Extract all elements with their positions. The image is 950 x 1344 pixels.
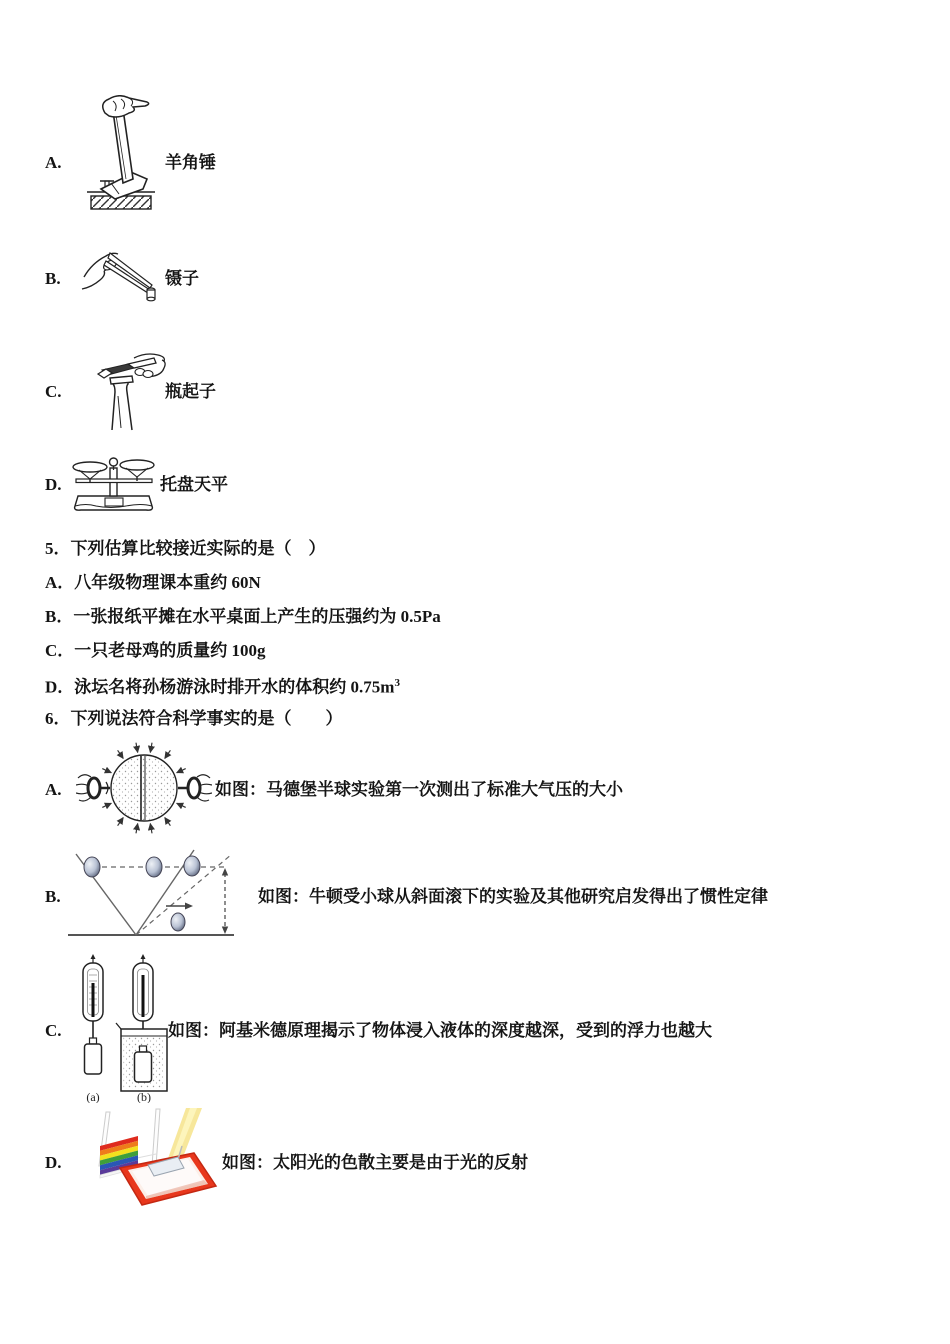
q4-option-c-text: 瓶起子 [165, 382, 216, 401]
q6-option-d-label: D. [45, 1153, 62, 1172]
q4-option-a-label: A. [45, 153, 62, 172]
q6-option-b-caption: 如图：牛顿受小球从斜面滚下的实验及其他研究启发得出了惯性定律 [258, 887, 768, 906]
q6-option-c-label: C. [45, 1021, 62, 1040]
q6-stem: 6．下列说法符合科学事实的是（ ） [45, 709, 343, 728]
q5-option-d-superscript: 3 [394, 677, 400, 689]
claw-hammer-figure [85, 95, 157, 215]
q5-option-b: B．一张报纸平摊在水平桌面上产生的压强约为 0.5Pa [45, 607, 441, 626]
q5-option-d-text: D．泳坛名将孙杨游泳时排开水的体积约 0.75m [45, 677, 395, 697]
q4-option-d-text: 托盘天平 [160, 475, 228, 494]
q4-option-b-label: B. [45, 269, 61, 288]
scale-b-label: (b) [137, 1090, 151, 1103]
q4-option-b-text: 镊子 [165, 269, 199, 288]
balance-scale-figure [66, 452, 161, 514]
light-dispersion-figure [76, 1108, 218, 1208]
scale-a-label: (a) [86, 1090, 100, 1103]
q6-option-c-caption: 如图：阿基米德原理揭示了物体浸入液体的深度越深，受到的浮力也越大 [168, 1021, 712, 1040]
inclined-plane-figure [62, 846, 240, 942]
q6-option-a-caption: 如图：马德堡半球实验第一次测出了标准大气压的大小 [215, 780, 623, 799]
q6-option-a-label: A. [45, 780, 62, 799]
q5-option-d [45, 673, 400, 698]
q6-option-d-caption: 如图：太阳光的色散主要是由于光的反射 [222, 1153, 528, 1172]
q4-option-c-label: C. [45, 382, 62, 401]
bottle-opener-figure [88, 352, 168, 432]
tweezers-figure [80, 243, 165, 305]
q5-option-c: C．一只老母鸡的质量约 100g [45, 641, 266, 660]
magdeburg-hemispheres-figure [76, 740, 212, 836]
q4-option-d-label: D. [45, 475, 62, 494]
q5-stem: 5．下列估算比较接近实际的是（ ） [45, 539, 326, 558]
q6-option-b-label: B. [45, 887, 61, 906]
q5-option-a: A．八年级物理课本重约 60N [45, 573, 261, 592]
q4-option-a-text: 羊角锤 [165, 153, 216, 172]
